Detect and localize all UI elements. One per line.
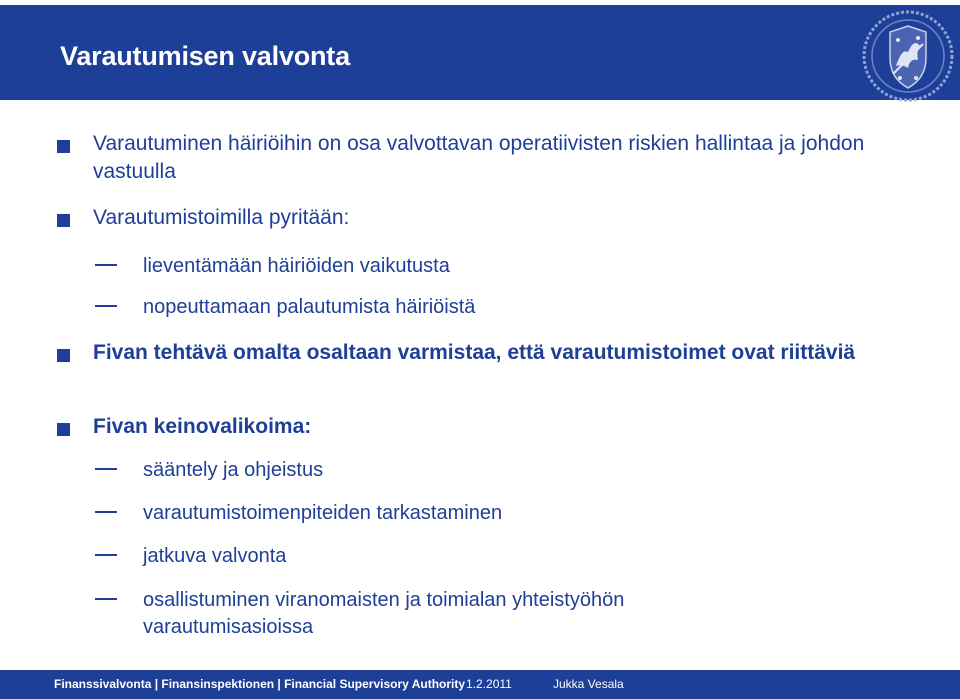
bullet-text: Varautuminen häiriöihin on osa valvottavan operatiivisten riskien hallintaa ja johdon vastuulla bbox=[93, 132, 865, 183]
dash-icon bbox=[95, 598, 117, 600]
footer-author: Jukka Vesala bbox=[553, 677, 624, 691]
bullet-icon bbox=[57, 423, 70, 436]
sub-bullet-text: jatkuva valvonta bbox=[143, 545, 287, 567]
dash-icon bbox=[95, 264, 117, 266]
slide-title: Varautumisen valvonta bbox=[60, 41, 350, 71]
slide-footer bbox=[0, 670, 960, 699]
bullet-icon bbox=[57, 140, 70, 153]
dash-icon bbox=[95, 468, 117, 470]
bullet-text: Fivan tehtävä omalta osaltaan varmistaa, että varautumistoimet ovat riittäviä bbox=[93, 341, 856, 364]
bullet-text: Fivan keinovalikoima: bbox=[93, 415, 312, 438]
footer-date: 1.2.2011 bbox=[466, 677, 512, 691]
dash-icon bbox=[95, 554, 117, 556]
bullet-text: Varautumistoimilla pyritään: bbox=[93, 206, 350, 229]
sub-bullet-text: lieventämään häiriöiden vaikutusta bbox=[143, 255, 450, 277]
bullet-icon bbox=[57, 214, 70, 227]
bullet-icon bbox=[57, 349, 70, 362]
sub-bullet-text: nopeuttamaan palautumista häiriöistä bbox=[143, 296, 476, 318]
sub-bullet-text: osallistuminen viranomaisten ja toimialan yhteistyöhön varautumisasioissa bbox=[143, 589, 625, 638]
footer-organization: Finanssivalvonta | Finansinspektionen | Financial Supervisory Authority bbox=[54, 677, 466, 691]
sub-bullet-text: varautumistoimenpiteiden tarkastaminen bbox=[143, 502, 503, 524]
dash-icon bbox=[95, 511, 117, 513]
dash-icon bbox=[95, 305, 117, 307]
sub-bullet-text: sääntely ja ohjeistus bbox=[143, 459, 324, 481]
